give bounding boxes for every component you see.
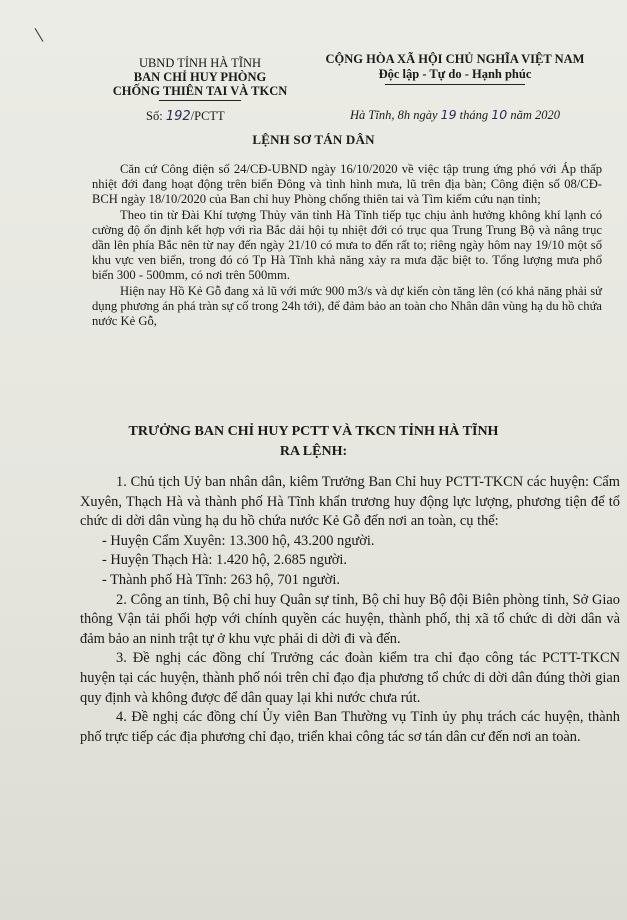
order-heading-command: RA LỆNH: xyxy=(279,444,348,459)
authority-line-3: CHỐNG THIÊN TAI VÀ TKCN xyxy=(112,84,288,98)
issue-date xyxy=(300,107,610,123)
date-month-label: tháng xyxy=(456,108,492,122)
issuing-authority xyxy=(100,56,300,124)
preamble xyxy=(92,162,602,329)
national-title: CỘNG HÒA XÃ HỘI CHỦ NGHĨA VIỆT NAM xyxy=(325,52,585,66)
preamble-paragraph-1: Căn cứ Công điện số 24/CĐ-UBND ngày 16/10/2020 về việc tập trung ứng phó với Áp thấp nhiệt đới đang hoạt động trên biển Đông và tình hình mưa, lũ trên địa bàn; Công điện số 08/CĐ-BCH ngày 18/10/2020 của Ban chỉ huy Phòng chống thiên tai và Tìm kiếm cứu nạn tỉnh; xyxy=(92,162,602,207)
order-item-4: 4. Đề nghị các đồng chí Ủy viên Ban Thường vụ Tỉnh ủy phụ trách các huyện, thành phố trực tiếp các địa phương chỉ đạo, triển khai công tác sơ tán dân cư đến nơi an toàn. xyxy=(80,709,620,745)
order-item-3: 3. Đề nghị các đồng chí Trưởng các đoàn kiểm tra chỉ đạo công tác PCTT-TKCN huyện tại các huyện, thành phố nói trên chỉ đạo địa phương tổ chức di dời dân đúng thời gian quy định và không được để dân quay lại khi nước chưa rút. xyxy=(80,650,620,706)
authority-underline xyxy=(159,100,241,101)
date-day: 19 xyxy=(440,107,457,122)
preamble-paragraph-3: Hiện nay Hồ Kẻ Gỗ đang xả lũ với mức 900 m3/s và dự kiến còn tăng lên (có khả năng phải sử dụng phương án phá tràn sự cố trong 24h tới), để đảm bảo an toàn cho Nhân dân vùng hạ du hồ chứa nước Kẻ Gỗ, xyxy=(92,283,602,329)
document-number xyxy=(100,109,300,124)
date-month: 10 xyxy=(491,107,508,122)
date-prefix: Hà Tĩnh, 8h ngày xyxy=(350,108,441,122)
national-motto: Độc lập - Tự do - Hạnh phúc xyxy=(378,67,532,81)
date-year: năm 2020 xyxy=(507,108,560,122)
evacuation-ha-tinh-city: - Thành phố Hà Tĩnh: 263 hộ, 701 người. xyxy=(102,571,340,588)
authority-line-2: BAN CHỈ HUY PHÒNG xyxy=(133,70,267,84)
evacuation-cam-xuyen: - Huyện Cẩm Xuyên: 13.300 hộ, 43.200 người. xyxy=(102,532,375,549)
document-title: LỆNH SƠ TÁN DÂN xyxy=(252,132,375,147)
preamble-paragraph-2: Theo tin từ Đài Khí tượng Thủy văn tỉnh Hà Tĩnh tiếp tục chịu ảnh hưởng không khí lạnh có cường độ ổn định kết hợp với rìa Bắc dải hội tụ nhiệt đới có trục qua Trung Trung Bộ và nâng trục dần lên phía Bắc nên từ nay đến ngày 21/10 có mưa to đến rất to; riêng ngày hôm nay 19/10 một số khu vực ven biển, trong đó có Tp Hà Tĩnh khả năng xảy ra mưa đặc biệt to. Tổng lượng mưa phổ biến 300 - 500mm, có nơi trên 500mm. xyxy=(92,207,602,283)
order-item-2: 2. Công an tỉnh, Bộ chỉ huy Quân sự tỉnh, Bộ chỉ huy Bộ đội Biên phòng tỉnh, Sở Giao thông Vận tải phối hợp với chính quyền các huyện, thành phố, thị xã tổ chức di dời dân và đảm bảo an ninh trật tự ở khu vực phải di dời đi và đến. xyxy=(80,591,620,647)
order-item-1: 1. Chủ tịch Uỷ ban nhân dân, kiêm Trưởng Ban Chỉ huy PCTT-TKCN các huyện: Cẩm Xuyên, Thạch Hà và thành phố Hà Tĩnh khẩn trương huy động lực lượng, phương tiện để tổ chức di dời dân vùng hạ du hồ chứa nước Kẻ Gỗ đến nơi an toàn, cụ thể: xyxy=(80,474,620,530)
authority-line-1: UBND TỈNH HÀ TĨNH xyxy=(138,56,262,70)
handwritten-mark: \ xyxy=(33,21,45,48)
order-heading xyxy=(0,422,627,462)
order-items xyxy=(80,473,620,747)
national-header xyxy=(300,52,610,123)
doc-number-prefix: Số: xyxy=(146,109,166,123)
evacuation-thach-ha: - Huyện Thạch Hà: 1.420 hộ, 2.685 người. xyxy=(102,552,347,569)
order-heading-authority: TRƯỞNG BAN CHỈ HUY PCTT VÀ TKCN TỈNH HÀ TĨNH xyxy=(128,424,499,439)
doc-number-handwritten: 192 xyxy=(165,109,191,124)
doc-number-suffix: /PCTT xyxy=(190,109,225,123)
motto-underline xyxy=(385,84,525,85)
